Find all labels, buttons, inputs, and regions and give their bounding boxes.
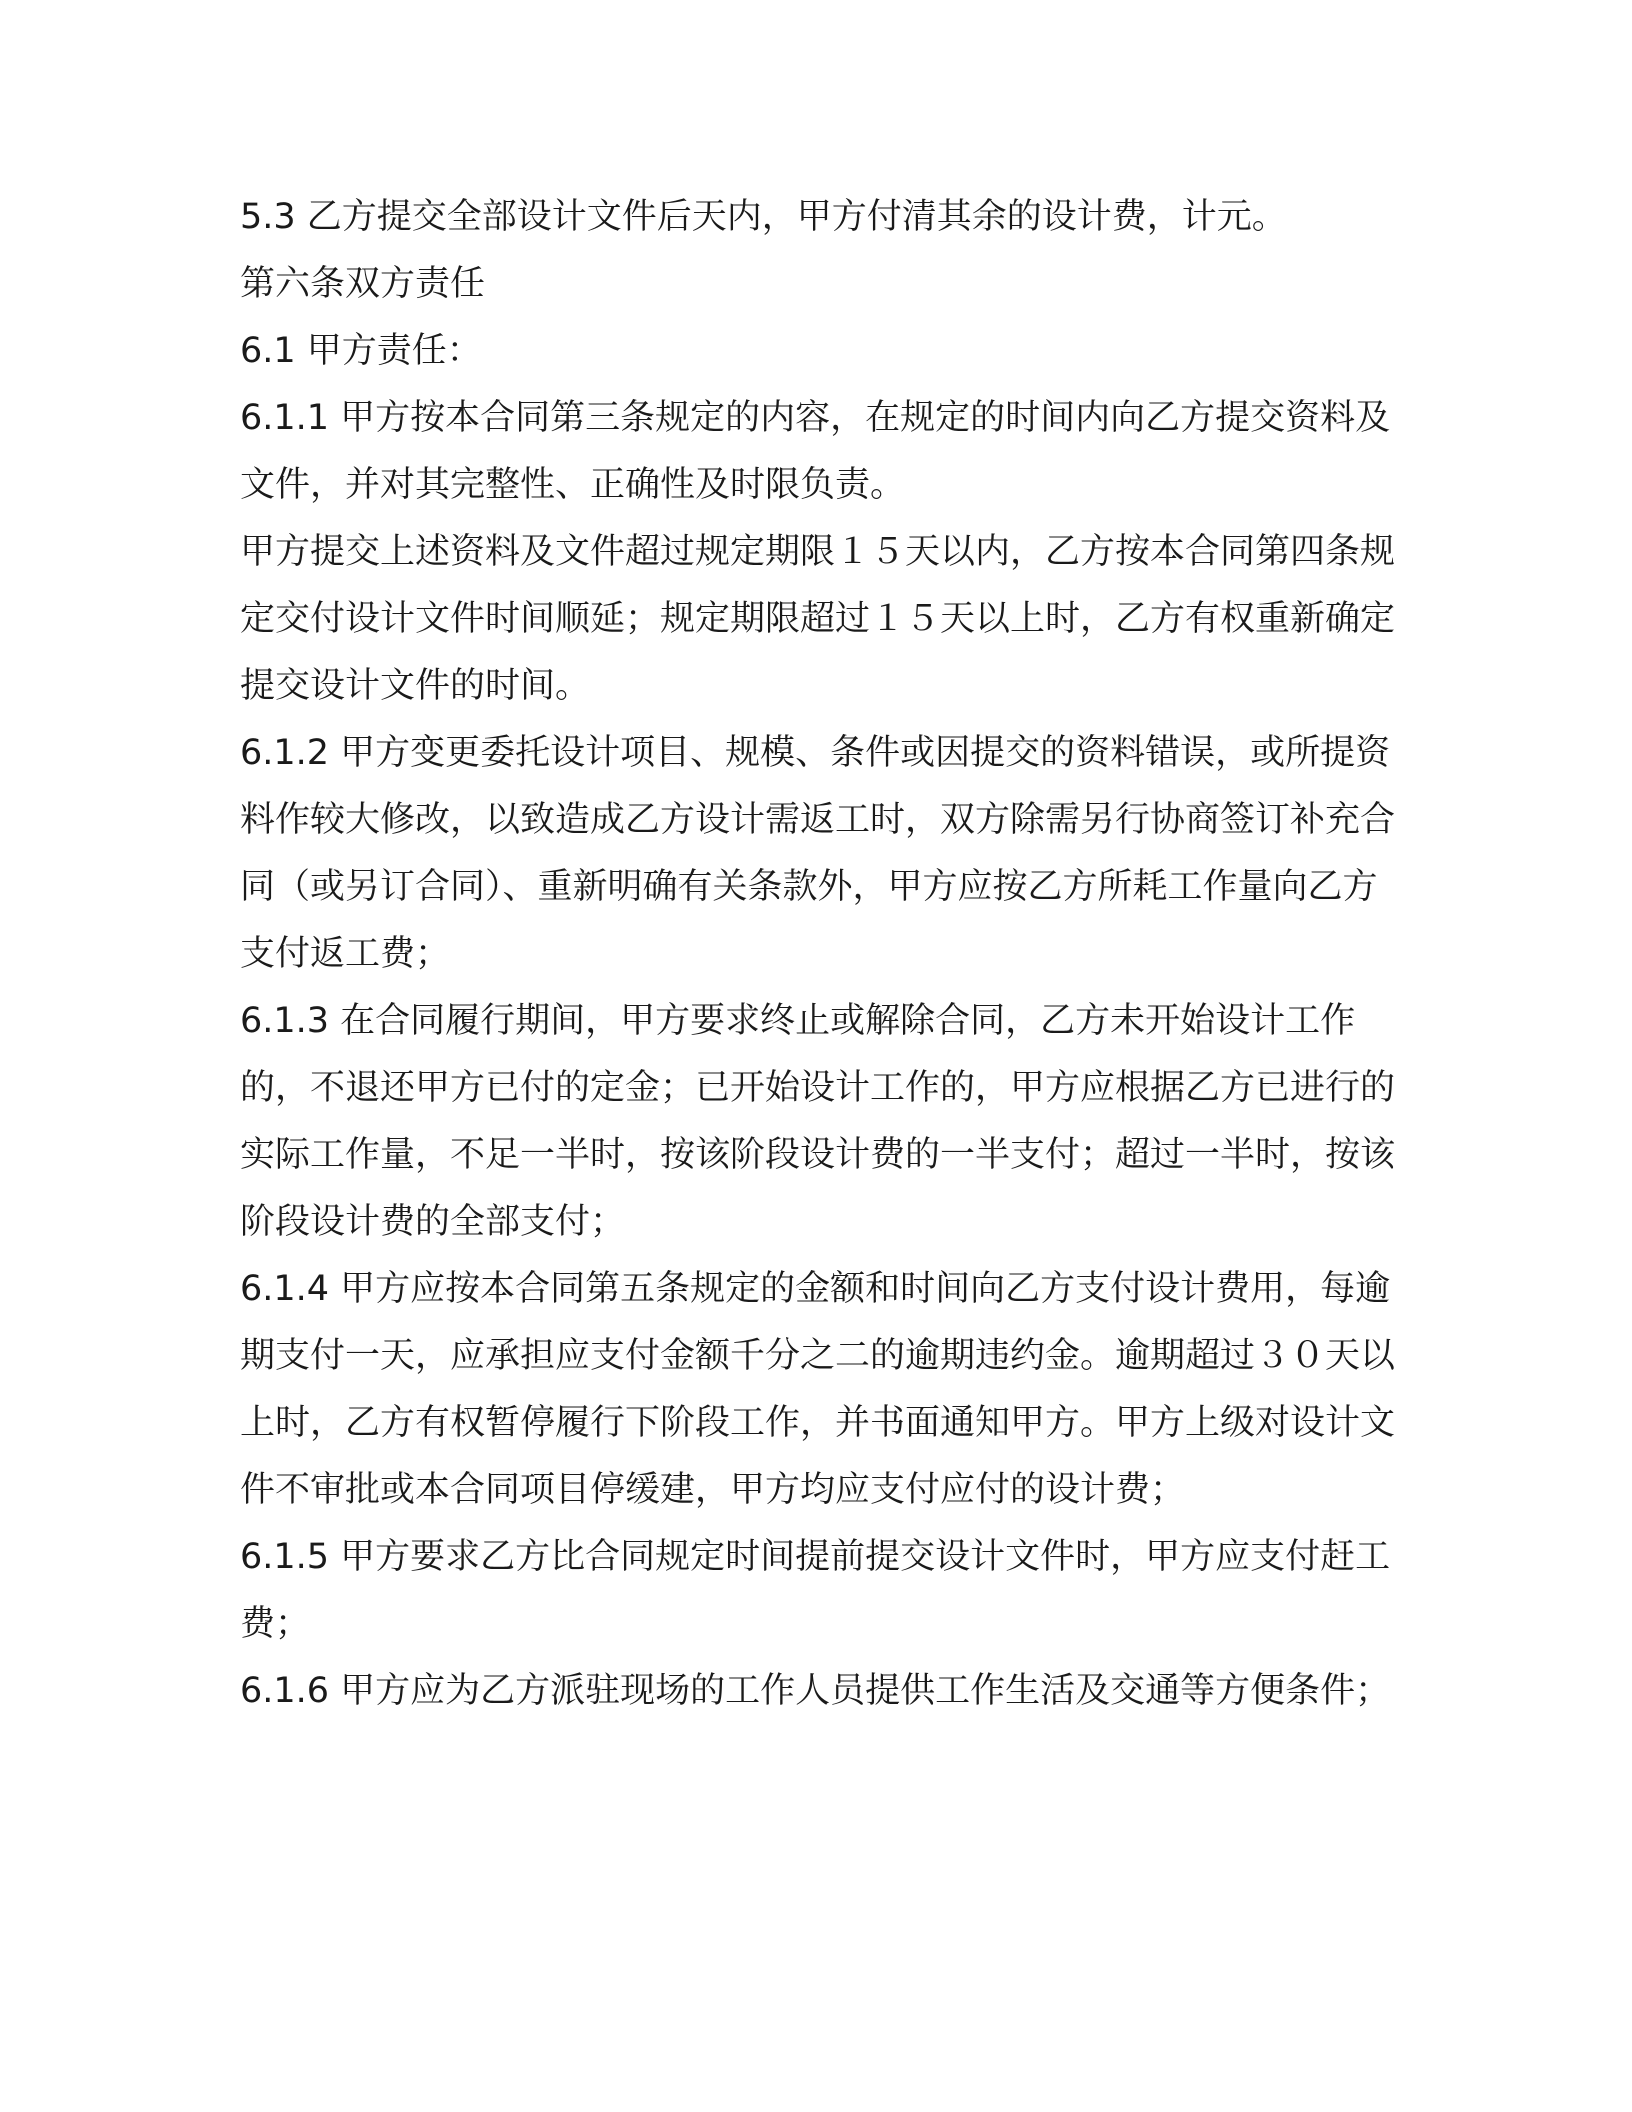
clause-5-3: 5.3 乙方提交全部设计文件后天内，甲方付清其余的设计费，计元。 (240, 197, 1287, 237)
clause-6-1-heading: 6.1 甲方责任： (240, 331, 482, 371)
clause-6-1-2: 6.1.2 甲方变更委托设计项目、规模、条件或因提交的资料错误，或所提资料作较大修改，以致造成乙方设计需返工时，双方除需另行协商签订补充合同（或另订合同）、重新明确有关条款外，甲方应按乙方所耗工作量向乙方支付返工费； (240, 733, 1396, 974)
clause-6-1-1: 6.1.1 甲方按本合同第三条规定的内容，在规定的时间内向乙方提交资料及文件，并对其完整性、正确性及时限负责。 (240, 398, 1391, 505)
article-6-heading: 第六条双方责任 (240, 264, 486, 304)
clause-6-1-6: 6.1.6 甲方应为乙方派驻现场的工作人员提供工作生活及交通等方便条件； (240, 1671, 1391, 1711)
clause-6-1-3: 6.1.3 在合同履行期间，甲方要求终止或解除合同，乙方未开始设计工作的，不退还甲方已付的定金；已开始设计工作的，甲方应根据乙方已进行的实际工作量，不足一半时，按该阶段设计费的一半支付；超过一半时，按该阶段设计费的全部支付； (240, 1001, 1396, 1242)
clause-6-1-5: 6.1.5 甲方要求乙方比合同规定时间提前提交设计文件时，甲方应支付赶工费； (240, 1537, 1391, 1644)
clause-6-1-4: 6.1.4 甲方应按本合同第五条规定的金额和时间向乙方支付设计费用，每逾期支付一天，应承担应支付金额千分之二的逾期违约金。逾期超过３０天以上时，乙方有权暂停履行下阶段工作，并书面通知甲方。甲方上级对设计文件不审批或本合同项目停缓建，甲方均应支付应付的设计费； (240, 1269, 1396, 1510)
contract-text (240, 184, 1400, 1725)
clause-6-1-1-continued: 甲方提交上述资料及文件超过规定期限１５天以内，乙方按本合同第四条规定交付设计文件时间顺延；规定期限超过１５天以上时，乙方有权重新确定提交设计文件的时间。 (240, 532, 1396, 706)
